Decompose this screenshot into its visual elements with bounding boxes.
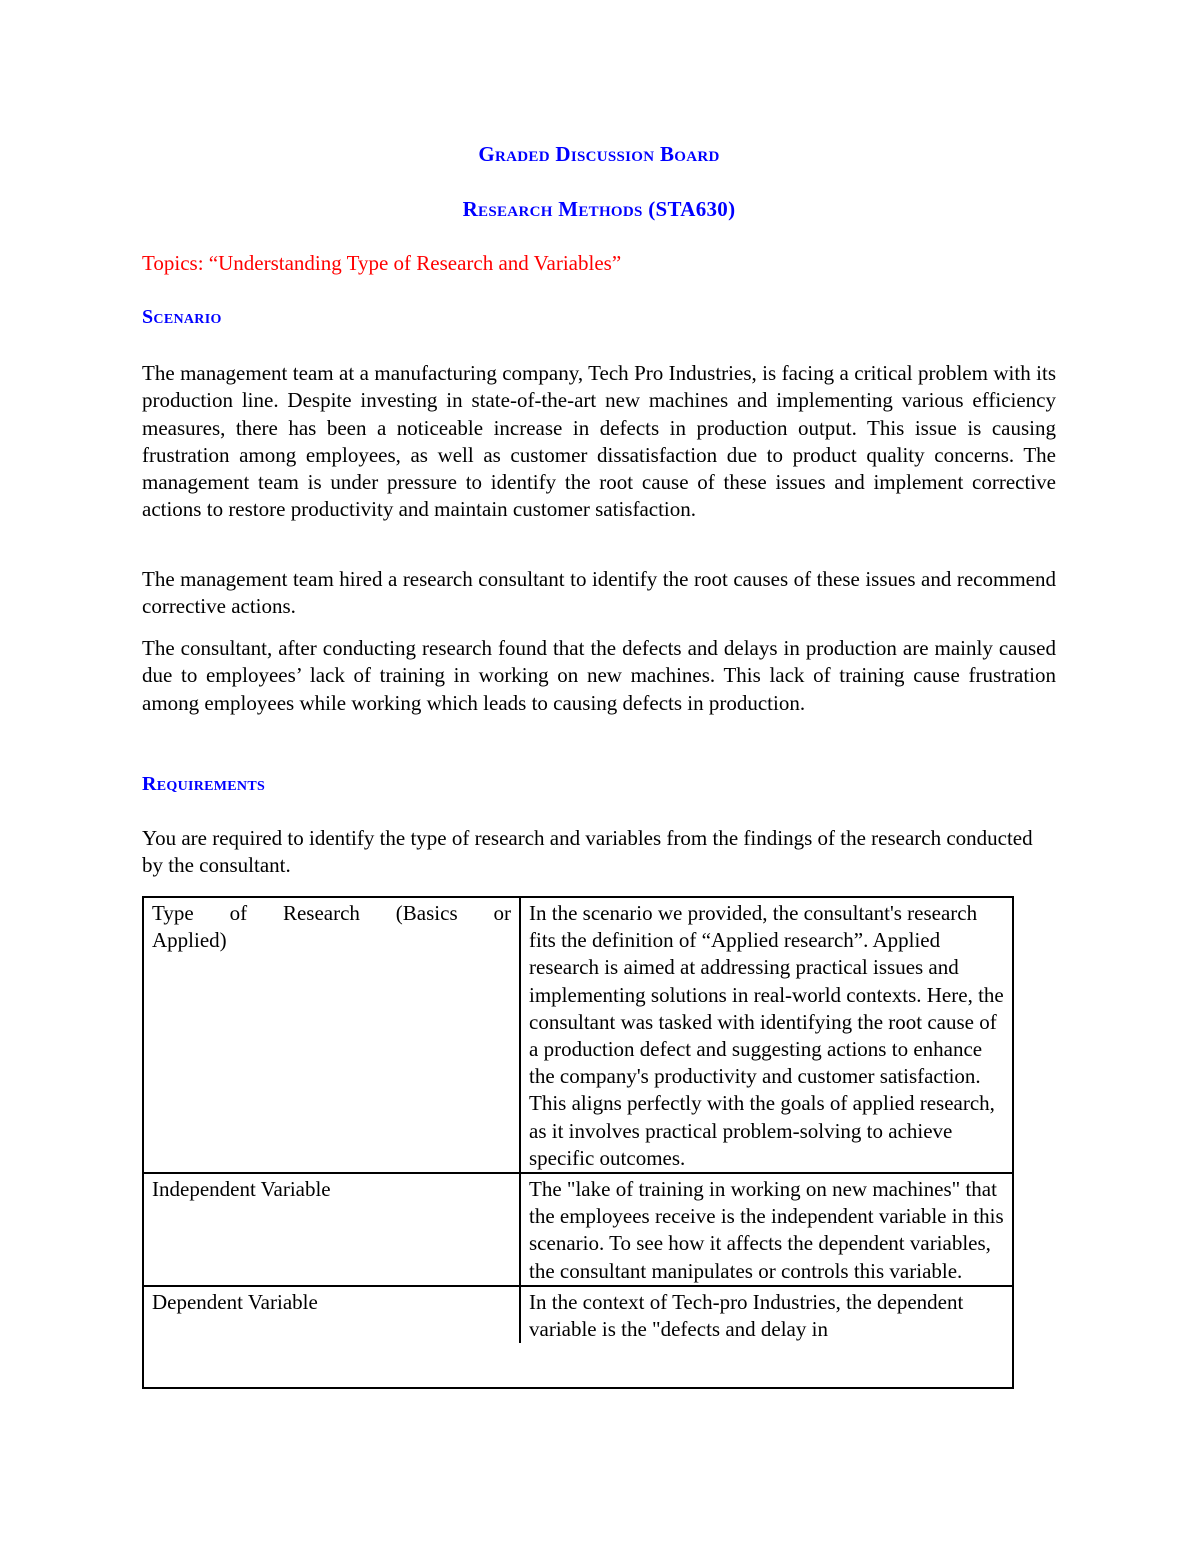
scenario-paragraph-3: The consultant, after conducting research found that the defects and delays in production are mainly caused due to employees’ lack of training in working on new machines. This lack of training cause frustration among employees while working which leads to causing defects in production. <box>142 636 1056 715</box>
label-type-of-research-line-2: Applied) <box>152 928 227 953</box>
answer-table <box>142 896 1014 1389</box>
table-label-cell <box>144 898 520 1173</box>
scenario-paragraph-1: The management team at a manufacturing company, Tech Pro Industries, is facing a critical problem with its production line. Despite investing in state-of-the-art new machines and implementing various efficiency measures, there has been a noticeable increase in defects in production output. This issue is causing frustration among employees, as well as customer dissatisfaction due to product quality concerns. The management team is under pressure to identify the root cause of these issues and implement corrective actions to restore productivity and maintain customer satisfaction. <box>142 361 1056 522</box>
scenario-paragraph-2: The management team hired a research consultant to identify the root causes of these issues and recommend corrective actions. <box>142 567 1056 619</box>
answer-independent-variable: The "lake of training in working on new machines" that the employees receive is the independent variable in this scenario. To see how it affects the dependent variables, the consultant manipulates or controls this variable. <box>520 1173 1012 1286</box>
topics-line: Topics: “Understanding Type of Research and Variables” <box>142 251 622 275</box>
answer-type-of-research: In the scenario we provided, the consultant's research fits the definition of “Applied research”. Applied research is aimed at addressing practical issues and implementing solutions in real-world contexts. Here, the consultant was tasked with identifying the root cause of a production defect and suggesting actions to enhance the company's productivity and customer satisfaction. This aligns perfectly with the goals of applied research, as it involves practical problem-solving to achieve specific outcomes. <box>529 901 1004 1170</box>
table-row <box>144 1286 1012 1343</box>
label-dependent-variable: Dependent Variable <box>144 1286 520 1343</box>
answer-dependent-variable: In the context of Tech-pro Industries, the dependent variable is the "defects and delay in <box>520 1286 1012 1343</box>
label-type-of-research-line-1: Type of Research (Basics or <box>152 901 511 925</box>
table-row <box>144 1173 1012 1286</box>
table-row <box>144 898 1012 1173</box>
document-title: Graded Discussion Board <box>478 142 720 166</box>
requirements-heading: Requirements <box>142 773 266 795</box>
label-independent-variable: Independent Variable <box>144 1173 520 1286</box>
scenario-heading: Scenario <box>142 306 222 328</box>
requirements-intro: You are required to identify the type of research and variables from the findings of the research conducted by the consultant. <box>142 826 1033 878</box>
course-title: Research Methods (STA630) <box>462 197 736 221</box>
